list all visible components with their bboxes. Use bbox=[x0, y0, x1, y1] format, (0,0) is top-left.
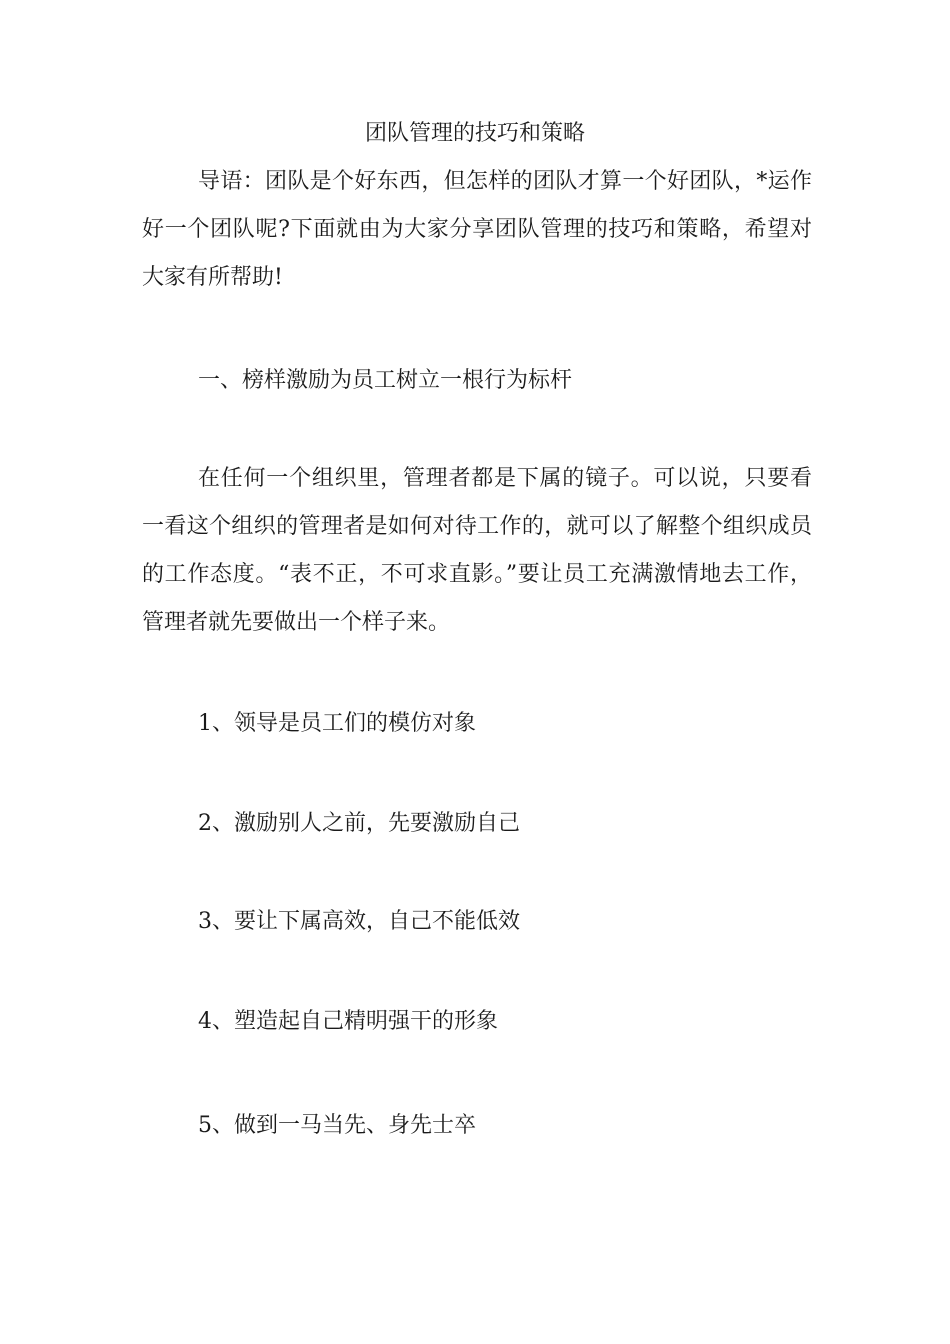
page-title: 团队管理的技巧和策略 bbox=[364, 121, 585, 146]
list-item: 4、塑造起自己精明强干的形象 bbox=[198, 1009, 498, 1034]
intro-paragraph: 导语：团队是个好东西，但怎样的团队才算一个好团队，*运作好一个团队呢?下面就由为大家分享团队管理的技巧和策略，希望对大家有所帮助! bbox=[142, 169, 812, 290]
section-body-paragraph: 在任何一个组织里，管理者都是下属的镜子。可以说，只要看一看这个组织的管理者是如何对待工作的，就可以了解整个组织成员的工作态度。“表不正，不可求直影。”要让员工充满激情地去工作，管理者就先要做出一个样子来。 bbox=[142, 466, 812, 635]
list-item: 3、要让下属高效，自己不能低效 bbox=[198, 909, 520, 934]
list-item: 5、做到一马当先、身先士卒 bbox=[198, 1113, 476, 1138]
list-item: 1、领导是员工们的模仿对象 bbox=[198, 711, 476, 736]
section-heading: 一、榜样激励为员工树立一根行为标杆 bbox=[198, 368, 573, 393]
list-item: 2、激励别人之前，先要激励自己 bbox=[198, 811, 520, 836]
